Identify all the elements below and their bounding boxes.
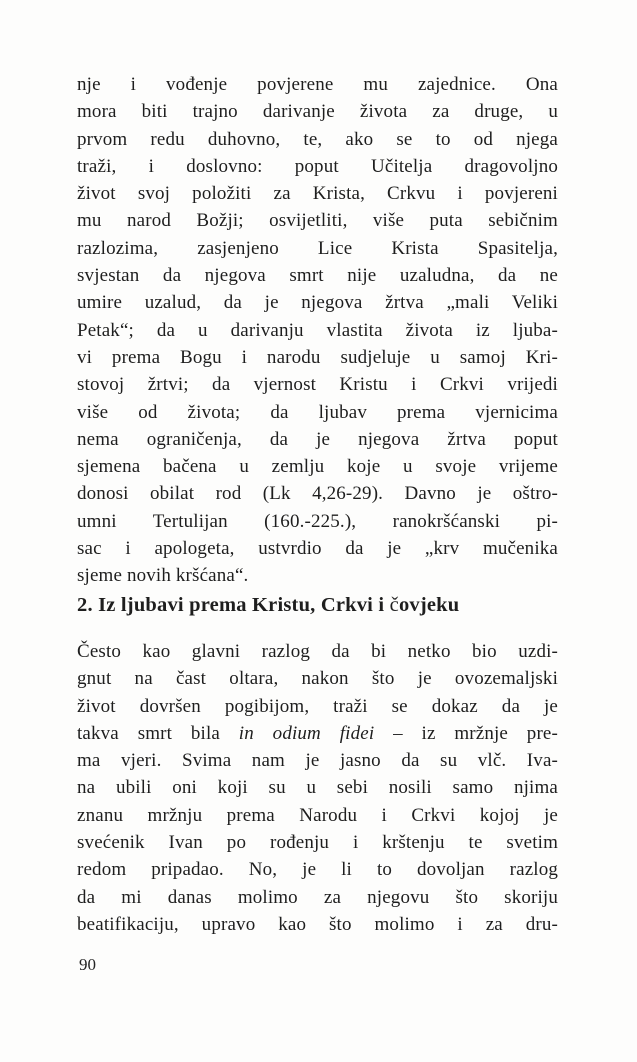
section-heading [77,591,558,619]
text-line: ma vjeri. Svima nam je jasno da su vlč. Iva- [77,750,558,772]
text-line: umire uzalud, da je njegova žrtva „mali Veliki [77,292,558,314]
text-line: donosi obilat rod (Lk 4,26-29). Davno je oštro- [77,483,558,505]
text-line: svećenik Ivan po rođenju i krštenju te svetim [77,832,558,854]
paragraph-2 [77,638,558,938]
text-segment: takva smrt bila [77,722,239,744]
text-line: prvom redu duhovno, te, ako se to od njega [77,128,558,150]
text-line: mora biti trajno darivanje života za druge, u [77,101,558,123]
italic-phrase: in odium fidei [238,722,375,744]
text-line [77,720,558,747]
text-line: na ubili oni koji su u sebi nosili samo njima [77,777,558,799]
text-line: mu narod Božji; osvijetliti, više puta sebičnim [77,210,558,232]
text-line: vi prema Bogu i narodu sudjeluje u samoj Kri- [77,346,558,368]
text-line: život dovršen pogibijom, traži se dokaz da je [77,695,558,717]
text-line: više od života; da ljubav prema vjernicima [77,401,558,423]
text-line: razlozima, zasjenjeno Lice Krista Spasitelja, [77,237,558,259]
paragraph-continuation [77,71,558,590]
text-line: Često kao glavni razlog da bi netko bio uzdi- [77,641,558,662]
text-line: umni Tertulijan (160.-225.), ranokršćanski pi- [77,510,558,532]
text-line: traži, i doslovno: poput Učitelja dragovoljno [77,155,558,177]
text-line: znanu mržnju prema Narodu i Crkvi kojoj je [77,804,558,826]
text-segment: 2. Iz ljubavi prema Kristu, Crkvi i [77,594,390,616]
text-line: redom pripadao. No, je li to dovoljan razlog [77,859,558,881]
text-line: stovoj žrtvi; da vjernost Kristu i Crkvi vrijedi [77,374,558,396]
text-line: beatifikaciju, upravo kao što molimo i za dru- [77,913,558,935]
text-line: gnut na čast oltara, nakon što je ovozemaljski [77,668,558,690]
text-line: nema ograničenja, da je njegova žrtva poput [77,428,558,450]
text-segment: – iz mržnje pre- [374,722,558,744]
text-line: da mi danas molimo za njegovu što skoriju [77,886,558,908]
text-segment: č [389,594,399,616]
text-line: nje i vođenje povjerene mu zajednice. Ona [77,74,558,95]
text-line: sac i apologeta, ustvrdio da je „krv mučenika [77,538,558,560]
text-line: sjeme novih kršćana“. [77,565,249,587]
text-line: život svoj položiti za Krista, Crkvu i povjereni [77,183,558,205]
text-segment: ovjeku [398,594,460,616]
text-line: sjemena bačena u zemlju koje u svoje vrijeme [77,456,558,478]
text-line: svjestan da njegova smrt nije uzaludna, da ne [77,265,558,287]
page-number: 90 [79,955,96,974]
text-line: Petak“; da u darivanju vlastita života iz ljuba- [77,319,558,341]
